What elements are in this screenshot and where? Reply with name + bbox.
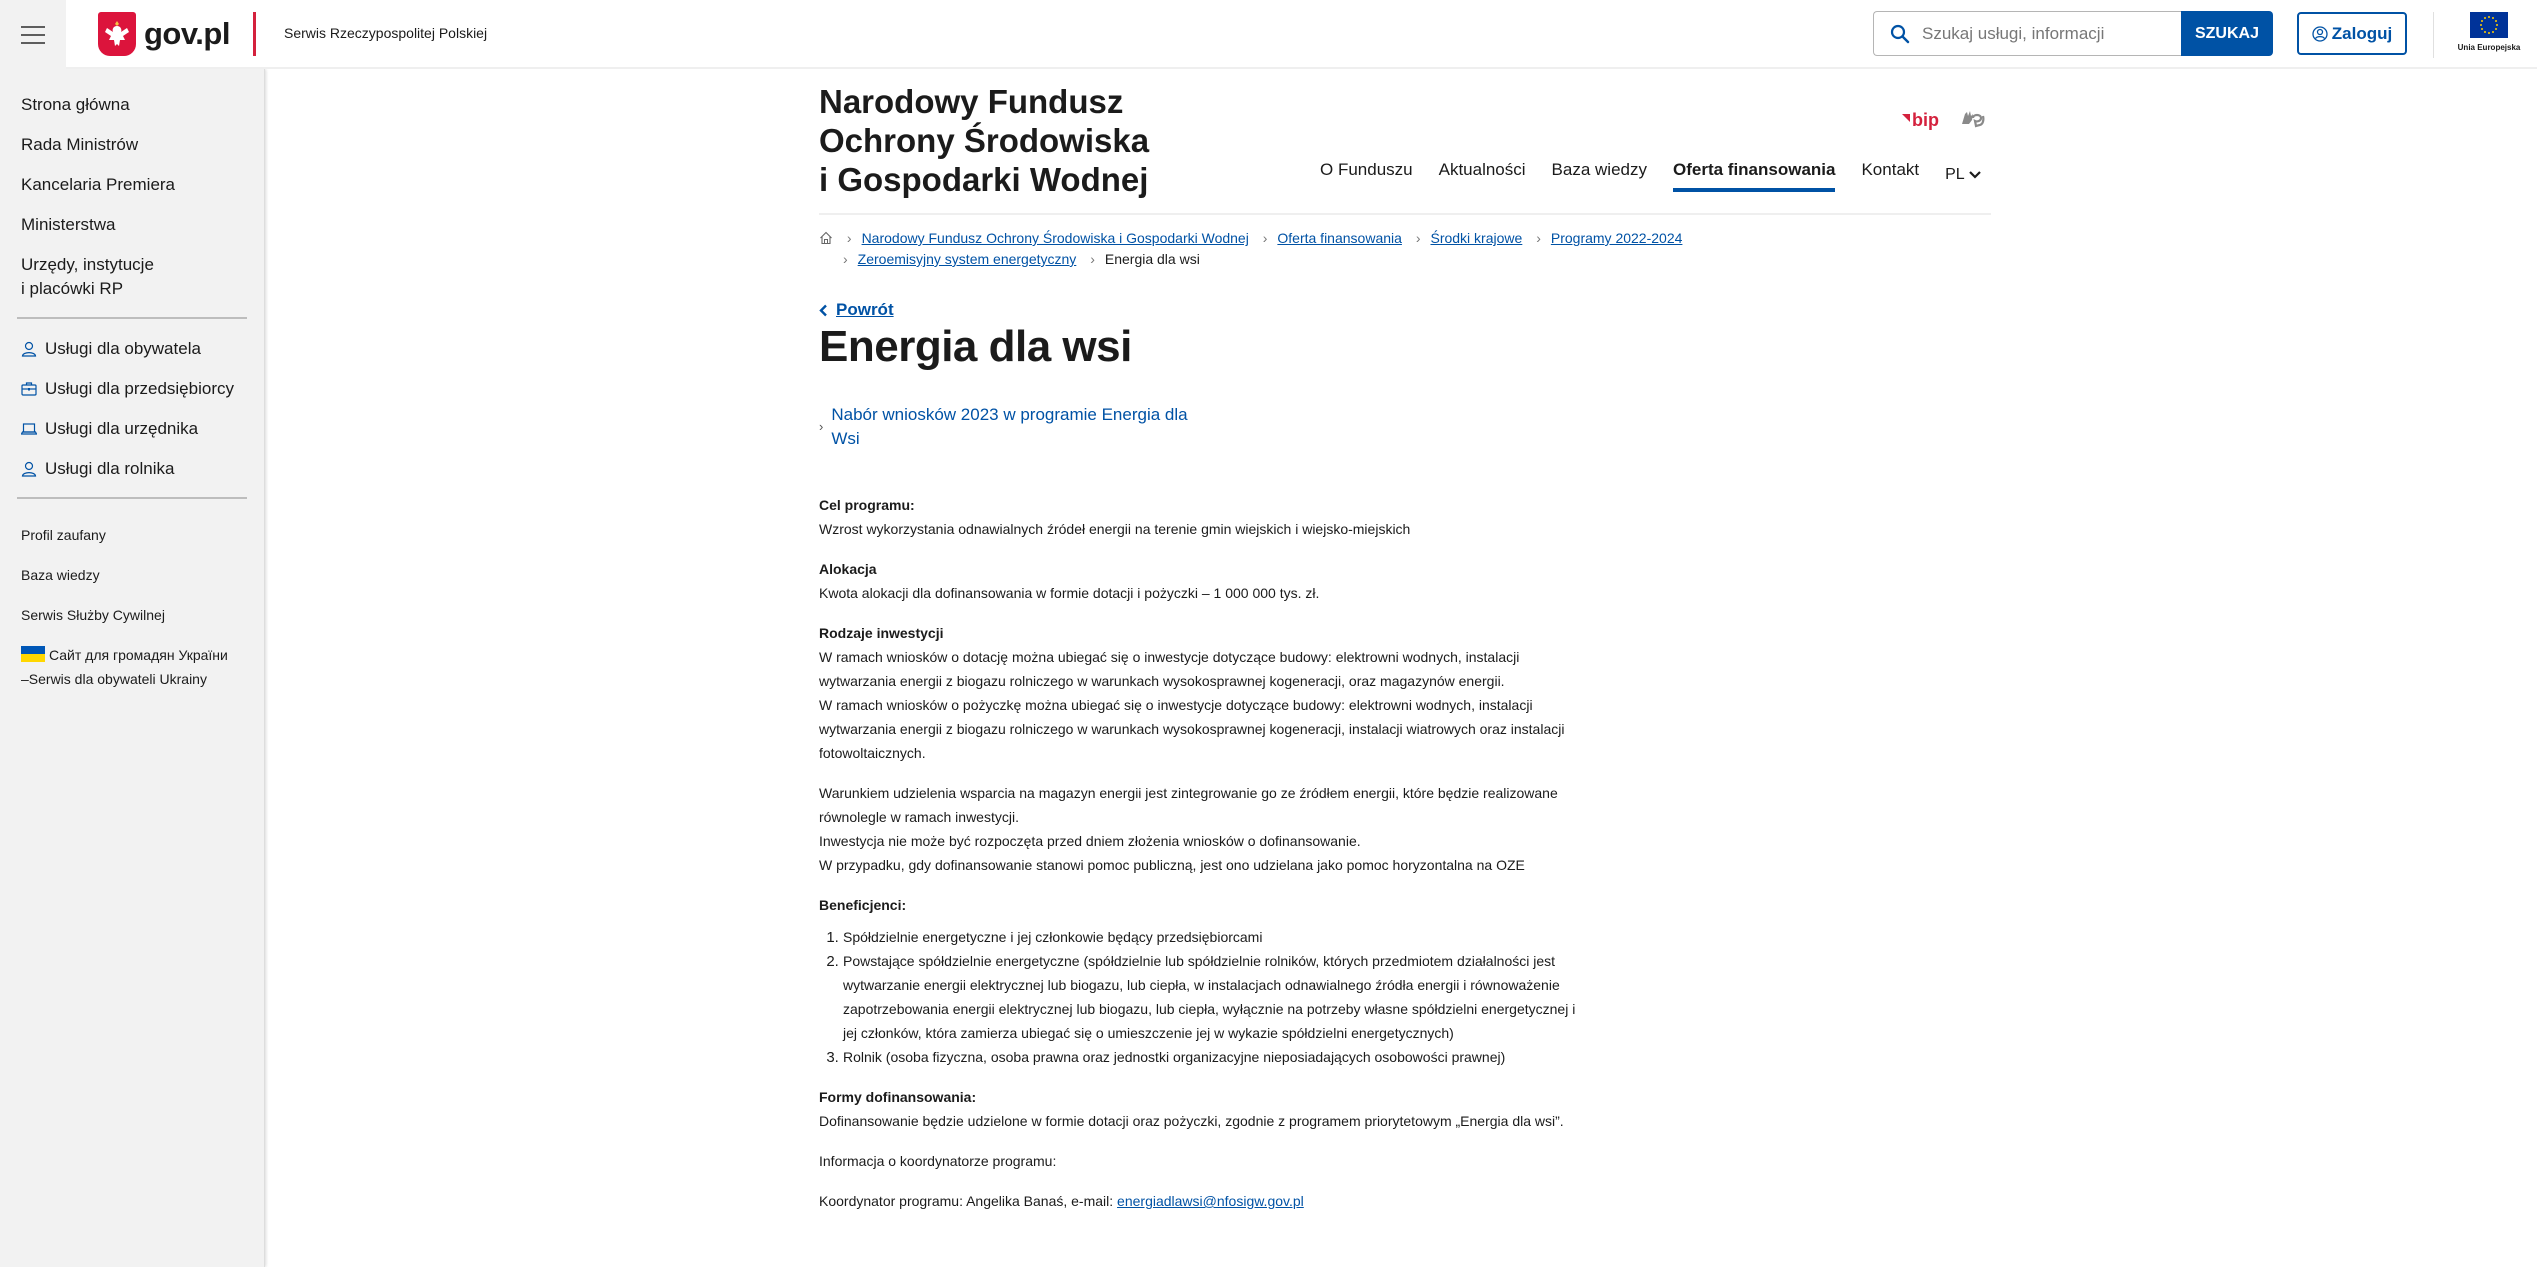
nav-about[interactable]: O Funduszu (1320, 160, 1413, 179)
list-item: 2. Powstające spółdzielnie energetyczne (spółdzielnie lub spółdzielnie rolników, których przedmiotem działalności jest wytwarzanie energii elektrycznej lub biogazu, lub ciepła, w instalacjach odnawialnego źródła energii i równoważenie zapotrzebowania energii elektrycznej lub biogazu, lub ciepła, wyłącznie na potrzeby własne spółdzielni energetycznej i jej członków, która zamierza ubiegać się o umieszczenie jej w wykazie spółdzielni energetycznych) (843, 949, 1579, 1045)
nav-knowledge-base[interactable]: Baza wiedzy (1551, 160, 1647, 179)
beneficiaries-list (819, 925, 1579, 1069)
eu-divider (2433, 12, 2434, 58)
article-body (819, 493, 1579, 1229)
search-icon (1890, 24, 1910, 44)
hamburger-icon (21, 23, 45, 47)
menu-button[interactable] (0, 0, 66, 69)
allocation-heading: Alokacja (819, 561, 877, 577)
search-field[interactable] (1873, 11, 2181, 56)
back-link-label[interactable]: Powrót (836, 300, 894, 319)
language-selector[interactable]: PL (1945, 166, 1981, 184)
sidebar-item-ministries[interactable]: Ministerstwa (21, 215, 116, 234)
search-form (1873, 11, 2273, 56)
investments-grant-text: W ramach wniosków o dotację można ubiegać się o inwestycje dotyczące budowy: elektrowni wodnych, instalacji wytwarzania energii z biogazu rolniczego w warunkach wysokosprawnej kogeneracji, oraz magazynów energii. (819, 649, 1520, 689)
user-circle-icon (2312, 26, 2328, 42)
goal-heading: Cel programu: (819, 497, 915, 513)
breadcrumb-nfosigw[interactable]: Narodowy Fundusz Ochrony Środowiska i Gospodarki Wodnej (861, 230, 1249, 246)
logo-divider (253, 12, 256, 56)
breadcrumb-national-funds[interactable]: Środki krajowe (1430, 230, 1523, 246)
sidebar-divider (17, 317, 247, 319)
chevron-right-icon: › (846, 230, 852, 246)
breadcrumb (819, 228, 1799, 270)
back-link[interactable] (819, 300, 894, 320)
chevron-right-icon: › (843, 251, 848, 267)
condition-text-3: W przypadku, gdy dofinansowanie stanowi pomoc publiczną, jest ono udzielana jako pomoc horyzontalna na OZE (819, 857, 1525, 873)
sidebar-item-home[interactable]: Strona główna (21, 95, 130, 114)
person-icon (21, 341, 37, 357)
sidebar-item-chancellery[interactable]: Kancelaria Premiera (21, 175, 176, 194)
breadcrumb-financing-offer[interactable]: Oferta finansowania (1277, 230, 1402, 246)
allocation-text: Kwota alokacji dla dofinansowania w formie dotacji i pożyczki – 1 000 000 tys. zł. (819, 585, 1320, 601)
sidebar-item-farmer-services[interactable]: Usługi dla rolnika (0, 457, 264, 481)
condition-text-1: Warunkiem udzielenia wsparcia na magazyn energii jest zintegrowanie go ze źródłem energii, które będzie realizowane równolegle w ramach inwestycji. (819, 785, 1558, 825)
chevron-right-icon: › (1415, 230, 1421, 246)
goal-text: Wzrost wykorzystania odnawialnych źródeł energii na terenie gmin wiejskich i wiejsko-miejskich (819, 521, 1411, 537)
nav-divider (819, 213, 1991, 215)
top-bar (0, 0, 2537, 69)
eu-label: Unia Europejska (2457, 43, 2521, 52)
chevron-down-icon (1969, 171, 1981, 179)
breadcrumb-current: Energia dla wsi (1104, 251, 1200, 267)
briefcase-icon (21, 381, 37, 397)
sidebar-item-official-services[interactable]: Usługi dla urzędnika (0, 417, 264, 441)
eu-badge (2452, 12, 2526, 52)
sidebar-item-council-of-ministers[interactable]: Rada Ministrów (21, 135, 139, 154)
coordinator-email-link[interactable]: energiadlawsi@nfosigw.gov.pl (1117, 1193, 1304, 1209)
sidebar-item-trusted-profile[interactable]: Profil zaufany (21, 527, 106, 543)
chevron-right-icon: › (819, 419, 824, 434)
related-link[interactable] (819, 403, 1219, 451)
sidebar-item-knowledge-base[interactable]: Baza wiedzy (21, 567, 100, 583)
condition-text-2: Inwestycja nie może być rozpoczęta przed dniem złożenia wniosków o dofinansowanie. (819, 833, 1361, 849)
ukraine-flag-icon (21, 646, 45, 662)
logo-text: gov.pl (144, 16, 230, 51)
chevron-right-icon: › (1262, 230, 1268, 246)
nav-financing-offer[interactable]: Oferta finansowania (1673, 160, 1835, 192)
breadcrumb-programs[interactable]: Programy 2022-2024 (1550, 230, 1683, 246)
sidebar-item-citizen-services[interactable]: Usługi dla obywatela (0, 337, 264, 361)
sidebar-item-offices[interactable] (0, 253, 264, 301)
sidebar-item-ukraine[interactable]: Сайт для громадян України –Serwis dla obywateli Ukrainy (21, 647, 228, 687)
sidebar-item-offices-line1: Urzędy, instytucje (21, 255, 154, 274)
nav-news[interactable]: Aktualności (1438, 160, 1526, 179)
chevron-right-icon: › (1536, 230, 1541, 246)
site-navigation (1320, 160, 1981, 192)
investments-heading: Rodzaje inwestycji (819, 625, 944, 641)
chevron-left-icon (819, 304, 828, 317)
home-icon[interactable] (819, 231, 833, 245)
utility-icons (1902, 108, 1985, 133)
sidebar (0, 69, 265, 1267)
gov-logo[interactable] (98, 12, 230, 56)
page-title: Energia dla wsi (819, 322, 1132, 371)
list-item: 3. Rolnik (osoba fizyczna, osoba prawna oraz jednostki organizacyjne nieposiadających osobowości prawnej) (843, 1045, 1579, 1069)
forms-heading: Formy dofinansowania: (819, 1089, 977, 1105)
eagle-emblem-icon (98, 12, 136, 56)
search-button[interactable]: SZUKAJ (2181, 11, 2273, 56)
sidebar-item-offices-line2: i placówki RP (21, 279, 124, 298)
eu-flag-icon (2470, 12, 2508, 38)
sidebar-divider (17, 497, 247, 499)
sign-language-icon[interactable] (1959, 108, 1985, 133)
login-label: Zaloguj (2331, 23, 2393, 43)
person-icon (21, 461, 37, 477)
nav-contact[interactable]: Kontakt (1861, 160, 1920, 179)
beneficiaries-heading: Beneficjenci: (819, 897, 907, 913)
list-item: 1. Spółdzielnie energetyczne i jej członkowie będący przedsiębiorcami (843, 925, 1579, 949)
sidebar-item-civil-service[interactable]: Serwis Służby Cywilnej (21, 607, 165, 623)
chevron-right-icon: › (1090, 251, 1095, 267)
search-input[interactable] (1922, 24, 2162, 44)
related-link-label: Nabór wniosków 2023 w programie Energia dla Wsi (831, 405, 1188, 448)
laptop-icon (21, 421, 37, 437)
service-name: Serwis Rzeczypospolitej Polskiej (284, 25, 488, 41)
coordinator-info: Informacja o koordynatorze programu: (819, 1153, 1057, 1169)
breadcrumb-zero-emission[interactable]: Zeroemisyjny system energetyczny (857, 251, 1077, 267)
login-button[interactable] (2297, 12, 2407, 55)
coordinator-line: Koordynator programu: Angelika Banaś, e-mail: energiadlawsi@nfosigw.gov.pl (819, 1193, 1304, 1209)
forms-text: Dofinansowanie będzie udzielone w formie dotacji oraz pożyczki, zgodnie z programem priorytetowym „Energia dla wsi”. (819, 1113, 1564, 1129)
investments-loan-text: W ramach wniosków o pożyczkę można ubiegać się o inwestycje dotyczące budowy: elektrowni wodnych, instalacji wytwarzania energii z biogazu rolniczego w warunkach wysokosprawnej kogeneracji, instalacji wiatrowych oraz instalacji fotowoltaicznych. (819, 697, 1565, 761)
sidebar-item-business-services[interactable]: Usługi dla przedsiębiorcy (0, 377, 264, 401)
bip-icon[interactable]: bip (1902, 110, 1939, 131)
organization-title[interactable]: Narodowy Fundusz Ochrony Środowiska i Gospodarki Wodnej (819, 83, 1150, 198)
